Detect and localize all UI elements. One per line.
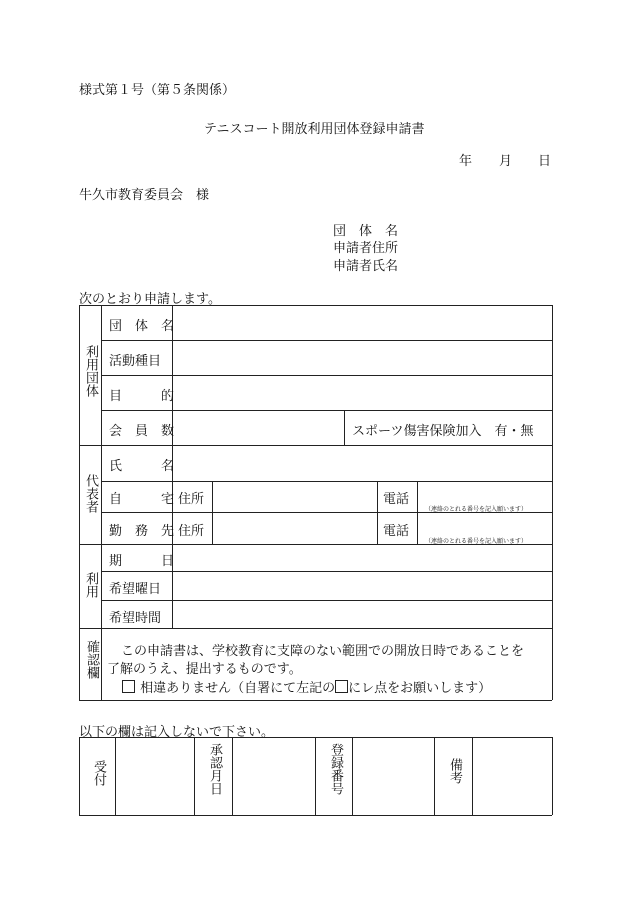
confirm-checkbox[interactable] [122,680,135,693]
home-phone-label: 電話 [383,492,410,507]
form-number: 様式第１号（第５条関係） [79,83,236,98]
confirm-text-line1: この申請書は、学校教育に支障のない範囲での開放日時であることを [121,644,525,659]
approval-date-label: 承認月日 [207,743,222,795]
work-phone-label: 電話 [383,524,410,539]
home-phone-note: （連絡のとれる番号を記入願います） [425,506,528,513]
applicant-group-name-label: 団 体 名 [333,224,399,239]
insurance-label: スポーツ傷害保険加入 有・無 [352,424,534,439]
desired-time-label: 希望時間 [109,611,162,626]
work-label: 勤 務 先 [109,524,175,539]
work-phone-note: （連絡のとれる番号を記入願います） [425,538,528,545]
date-day: 日 [538,154,552,169]
confirm-check-text-tail: にレ点をお願いします） [348,681,492,696]
confirm-check-text: 相違ありません（自署にて左記の [140,681,336,696]
section-group-label: 利用団体 [83,345,98,397]
date-month: 月 [499,154,513,169]
addressee: 牛久市教育委員会 様 [79,188,210,203]
page-title: テニスコート開放利用団体登録申請書 [204,122,425,137]
home-label: 自 宅 [109,492,175,507]
section-confirm-label: 確認欄 [84,640,99,679]
section-use-label: 利用 [83,572,98,598]
confirm-check-row [121,677,491,696]
office-note: 以下の欄は記入しないで下さい。 [79,725,275,740]
activity-label: 活動種目 [109,354,162,369]
members-label: 会 員 数 [109,424,175,439]
registration-number-label: 登録番号 [328,743,343,795]
remarks-label: 備考 [447,758,462,784]
purpose-label: 目 的 [109,389,175,404]
work-address-label: 住所 [178,524,205,539]
applicant-address-label: 申請者住所 [333,241,399,256]
confirm-text-line2: 了解のうえ、提出するものです。 [107,662,302,677]
rep-name-label: 氏 名 [109,459,175,474]
inline-box-icon [335,680,348,693]
home-address-label: 住所 [178,492,205,507]
period-label: 期 日 [109,554,175,569]
desired-day-label: 希望曜日 [109,582,162,597]
date-year: 年 [459,154,473,169]
group-name-label: 団 体 名 [109,319,175,334]
applicant-name-label: 申請者氏名 [333,259,399,274]
received-label: 受付 [91,760,106,786]
section-representative-label: 代表者 [83,474,98,513]
intro-text: 次のとおり申請します。 [79,292,221,307]
